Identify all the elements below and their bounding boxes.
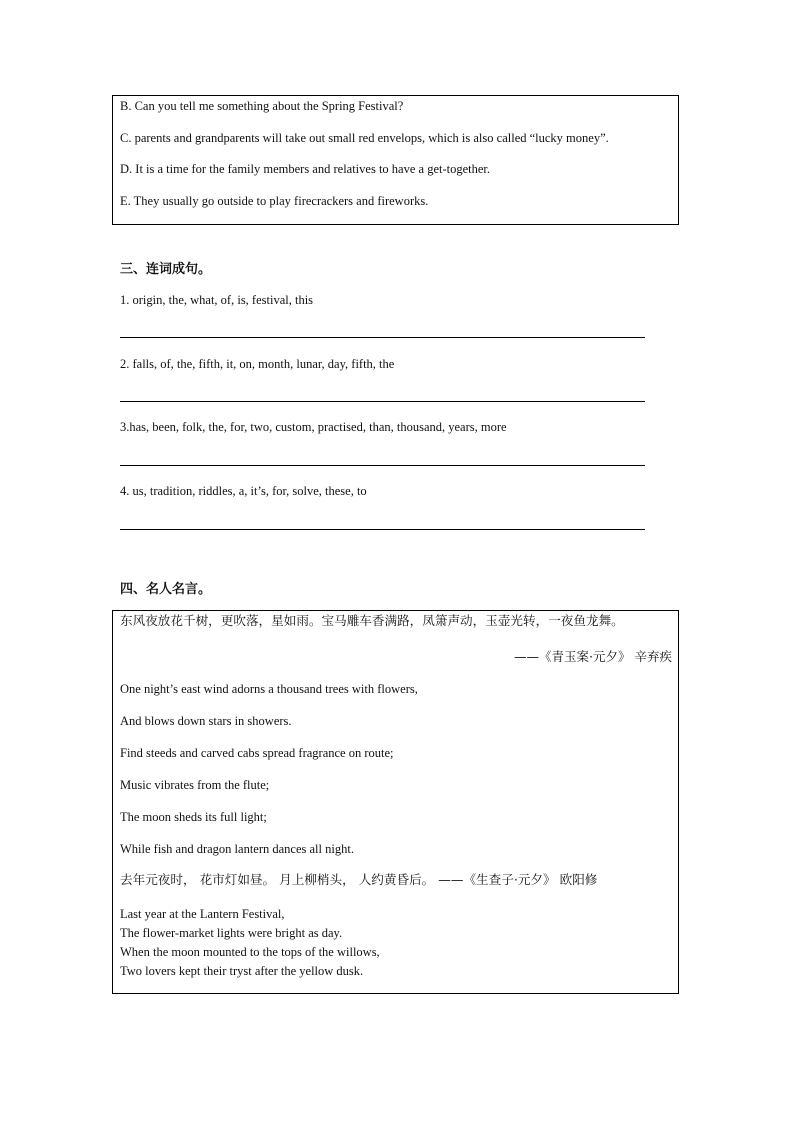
option-e: E. They usually go outside to play firecrackers and fireworks. bbox=[120, 194, 429, 208]
poem2-english-line-4: Two lovers kept their tryst after the yellow dusk. bbox=[120, 964, 364, 978]
answer-line-1[interactable] bbox=[120, 337, 645, 338]
poem1-attribution: ——《青玉案·元夕》 辛弃疾 bbox=[514, 649, 672, 664]
exercise-item-2: 2. falls, of, the, fifth, it, on, month, lunar, day, fifth, the bbox=[120, 357, 395, 371]
exercise-item-3: 3.has, been, folk, the, for, two, custom, practised, than, thousand, years, more bbox=[120, 420, 507, 434]
poem2-english-line-3: When the moon mounted to the tops of the willows, bbox=[120, 945, 380, 959]
poem1-english-line-5: The moon sheds its full light; bbox=[120, 810, 267, 824]
option-c: C. parents and grandparents will take out small red envelops, which is also called “lucky money”. bbox=[120, 131, 609, 145]
exercise-item-1: 1. origin, the, what, of, is, festival, this bbox=[120, 293, 314, 307]
poem1-english-line-2: And blows down stars in showers. bbox=[120, 714, 292, 728]
option-d: D. It is a time for the family members and relatives to have a get-together. bbox=[120, 162, 491, 176]
poem1-chinese: 东风夜放花千树，更吹落，星如雨。宝马雕车香满路，凤箫声动，玉壶光转，一夜鱼龙舞。 bbox=[120, 613, 624, 628]
poem1-english-line-4: Music vibrates from the flute; bbox=[120, 778, 270, 792]
answer-line-4[interactable] bbox=[120, 529, 645, 530]
poem1-english-line-6: While fish and dragon lantern dances all night. bbox=[120, 842, 354, 856]
answer-line-3[interactable] bbox=[120, 465, 645, 466]
section4-heading: 四、名人名言。 bbox=[120, 582, 212, 597]
option-b: B. Can you tell me something about the Spring Festival? bbox=[120, 99, 404, 113]
poem2-english-line-1: Last year at the Lantern Festival, bbox=[120, 907, 285, 921]
section3-heading: 三、连词成句。 bbox=[120, 262, 212, 277]
poem1-english-line-1: One night’s east wind adorns a thousand trees with flowers, bbox=[120, 682, 418, 696]
poem2-english-line-2: The flower-market lights were bright as day. bbox=[120, 926, 343, 940]
poem2-chinese: 去年元夜时， 花市灯如昼。 月上柳梢头， 人约黄昏后。 ——《生查子·元夕》 欧阳修 bbox=[120, 872, 598, 887]
exercise-item-4: 4. us, tradition, riddles, a, it’s, for, solve, these, to bbox=[120, 484, 367, 498]
poem1-english-line-3: Find steeds and carved cabs spread fragrance on route; bbox=[120, 746, 394, 760]
answer-line-2[interactable] bbox=[120, 401, 645, 402]
